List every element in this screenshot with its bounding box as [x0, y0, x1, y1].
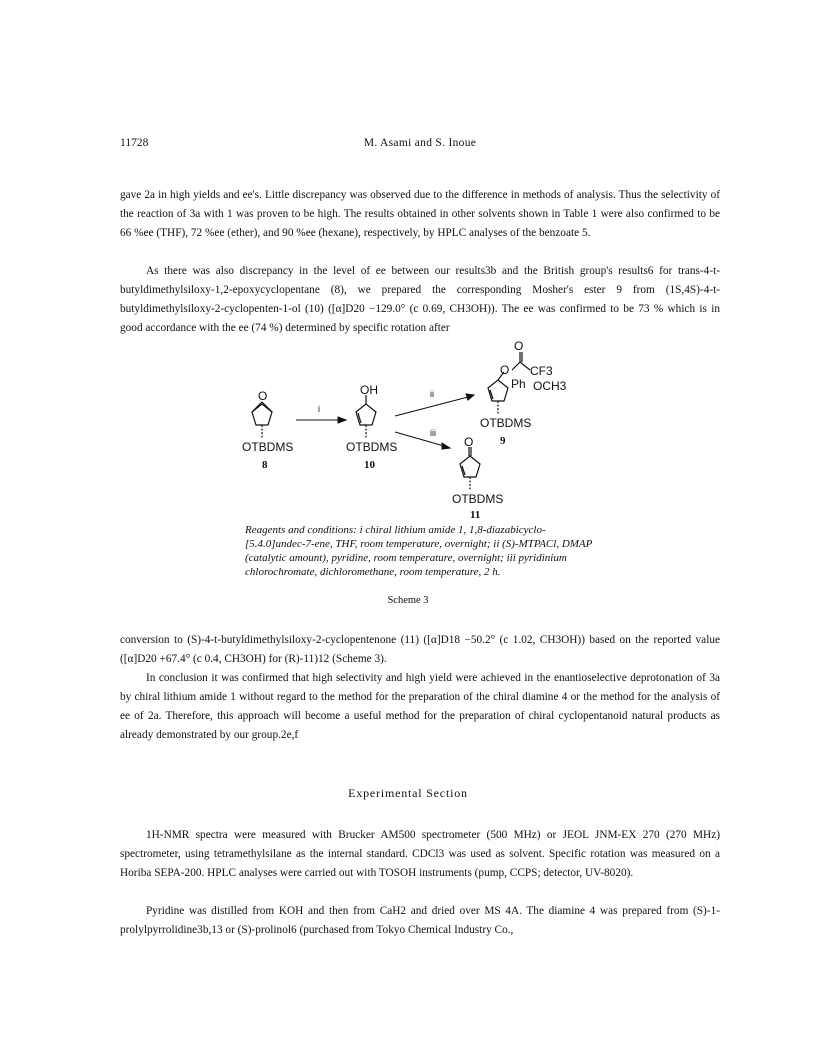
- compound-10-otbdms: OTBDMS: [346, 440, 398, 454]
- paragraph-5-text: 1H-NMR spectra were measured with Brucker AM500 spectrometer (500 MHz) or JEOL JNM-EX 270 (270 MHz) spectrometer, using tetramethylsilane as the internal standard. CDCl3 was used as solvent. Specific rotation was measured on a Horiba SEPA-200. HPLC analyses were carried out with TOSOH instruments (pump, CCPS; detector, UV-8020).: [120, 829, 720, 879]
- page-number: 11728: [120, 137, 149, 149]
- paragraph-4: [120, 669, 720, 745]
- compound-11-structure: [460, 447, 480, 490]
- compound-10-oh: OH: [360, 383, 378, 397]
- paragraph-6: [120, 902, 720, 940]
- running-head: M. Asami and S. Inoue: [363, 137, 477, 149]
- scheme-caption: [245, 523, 605, 579]
- compound-9-och3: OCH3: [533, 379, 567, 393]
- compound-8-number: 8: [262, 459, 268, 471]
- paragraph-2-text: As there was also discrepancy in the level of ee between our results3b and the British group's results6 for trans-4-t-butyldimethylsiloxy-1,2-epoxycyclopentane (8), we prepared the corresponding Mosher's ester 9 from (1S,4S)-4-t-butyldimethylsiloxy-2-cyclopenten-1-ol (10) ([α]D20 −129.0° (c 0.69, CH3OH)). The ee was confirmed to be 73 % which is in good accordance with the ee (74 %) determined by specific rotation after: [120, 265, 720, 334]
- step-i-label: i: [318, 404, 320, 414]
- compound-9-cf3: CF3: [530, 364, 553, 378]
- compound-9-carbonyl-o: O: [514, 339, 524, 353]
- paragraph-6-text: Pyridine was distilled from KOH and then from CaH2 and dried over MS 4A. The diamine 4 was prepared from (S)-1-prolylpyrrolidine3b,13 or (S)-prolinol6 (purchased from Tokyo Chemical Industry Co.,: [120, 905, 720, 936]
- paragraph-4-text: In conclusion it was confirmed that high selectivity and high yield were achieved in the enantioselective deprotonation of 3a by chiral lithium amide 1 without regard to the method for the preparation of the chiral diamine 4 or the method for the analysis of ee of 2a. Therefore, this approach will become a useful method for the preparation of chiral cyclopentanoid natural products as already demonstrated by our group.2e,f: [120, 672, 720, 741]
- section-title: Experimental Section: [348, 786, 468, 800]
- arrow-step-ii: [395, 394, 474, 416]
- paragraph-1-text: gave 2a in high yields and ee's. Little discrepancy was observed due to the difference in methods of analysis. Thus the selectivity of the reaction of 3a with 1 was proven to be high. The results obtained in other solvents shown in Table 1 were also confirmed to be 66 %ee (THF), 72 %ee (ether), and 90 %ee (hexane), respectively, by HPLC analyses of the benzoate 5.: [120, 189, 720, 239]
- compound-8-otbdms: OTBDMS: [242, 440, 294, 454]
- epoxide-oxygen-label: O: [258, 389, 268, 403]
- reaction-scheme: [230, 339, 600, 521]
- step-ii-label: ii: [430, 389, 434, 399]
- arrow-step-i: [296, 417, 346, 423]
- step-iii-label: iii: [430, 428, 436, 438]
- scheme-caption-text: Reagents and conditions: i chiral lithium amide 1, 1,8-diazabicyclo-[5.4.0]undec-7-ene, THF, room temperature, overnight; ii (S)-MTPACl, DMAP (catalytic amount), pyridine, room temperature, overnight; iii pyridinium chlorochromate, dichloromethane, room temperature, 2 h.: [245, 524, 593, 578]
- paragraph-5: [120, 826, 720, 883]
- compound-9-ester-o: O: [500, 363, 510, 377]
- compound-9-otbdms: OTBDMS: [480, 416, 532, 430]
- paragraph-2: [120, 262, 720, 338]
- arrow-step-iii: [395, 432, 450, 449]
- compound-11-otbdms: OTBDMS: [452, 492, 504, 506]
- paragraph-1: [120, 186, 720, 243]
- compound-9-number: 9: [500, 435, 506, 447]
- compound-10-structure: [356, 395, 376, 438]
- compound-10-number: 10: [364, 459, 375, 471]
- scheme-label: Scheme 3: [387, 595, 429, 606]
- compound-9-ph: Ph: [511, 377, 526, 391]
- paragraph-3: [120, 631, 720, 669]
- compound-8-structure: [252, 402, 272, 438]
- compound-11-carbonyl-o: O: [464, 435, 474, 449]
- compound-11-number: 11: [470, 509, 481, 521]
- paragraph-3-text: conversion to (S)-4-t-butyldimethylsiloxy-2-cyclopentenone (11) ([α]D18 −50.2° (c 1.02, CH3OH)) based on the reported value ([α]D20 +67.4° (c 0.4, CH3OH) for (R)-11)12 (Scheme 3).: [120, 634, 720, 665]
